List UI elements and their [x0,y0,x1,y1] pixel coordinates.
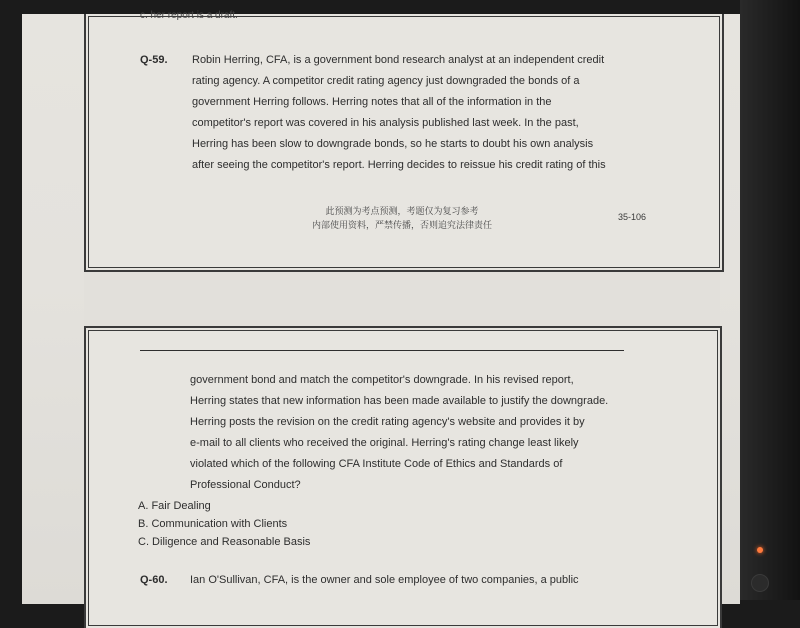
continuation-line: government bond and match the competitor's downgrade. In his revised report, [190,374,574,386]
continuation-line: Herring posts the revision on the credit rating agency's website and provides it by [190,416,585,428]
question-59-text [192,50,626,176]
question-59-continuation [190,370,616,496]
notice-line-1: 此预测为考点预测，考题仅为复习参考 [325,207,479,217]
continuation-line: Herring states that new information has been made available to justify the downgrade. [190,395,609,407]
page-number: 35-106 [618,212,647,222]
continuation-line: violated which of the following CFA Institute Code of Ethics and Standards of [190,458,563,470]
continuation-line: e-mail to all clients who received the original. Herring's rating change least likely [190,437,579,449]
power-led-icon [757,547,763,553]
power-button[interactable] [751,574,769,592]
option-a: A. Fair Dealing [138,500,211,512]
notice-line-2: 内部使用资料，严禁传播，否则追究法律责任 [311,221,492,231]
q59-line: government Herring follows. Herring notes that all of the information in the [192,96,552,108]
monitor-bezel [740,0,800,600]
page-gap [84,270,720,326]
monitor-screen [22,10,740,604]
q59-line: after seeing the competitor's report. Herring decides to reissue his credit rating of this [192,159,606,171]
q59-line: rating agency. A competitor credit rating agency just downgraded the bonds of a [192,75,580,87]
continuation-line: Professional Conduct? [190,479,301,491]
question-60-number: Q-60. [140,574,168,586]
option-c: C. Diligence and Reasonable Basis [138,536,311,548]
q59-line: Herring has been slow to downgrade bonds, so he starts to doubt his own analysis [192,138,594,150]
option-b: B. Communication with Clients [138,518,288,530]
q59-line: competitor's report was covered in his analysis published last week. In the past, [192,117,579,129]
q59-line: Robin Herring, CFA, is a government bond research analyst at an independent credit [192,54,605,66]
header-rule [140,350,624,351]
top-fragment: c. her report is a draft. [140,10,238,21]
question-59-number: Q-59. [140,54,168,66]
question-60-text: Ian O'Sullivan, CFA, is the owner and sole employee of two companies, a public [190,574,579,586]
